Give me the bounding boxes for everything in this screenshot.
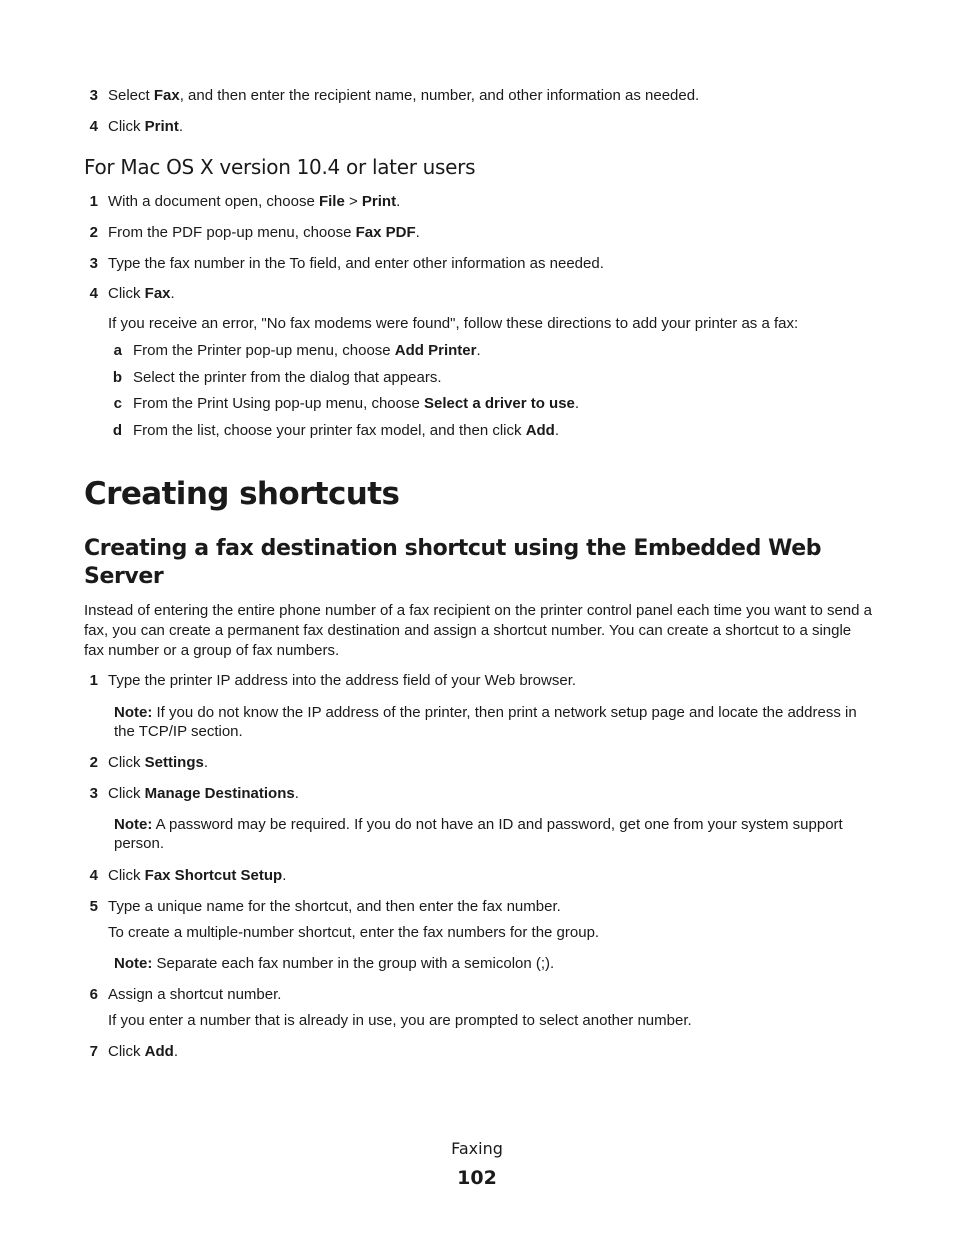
step-number: 6	[89, 986, 98, 1003]
mac-heading: For Mac OS X version 10.4 or later users	[84, 155, 476, 179]
note-block: Note: A password may be required. If you do not have an ID and password, get one from your system support person.	[114, 816, 843, 852]
step-number: 2	[89, 224, 98, 241]
step-number: 3	[89, 255, 98, 272]
substep-letter: d	[112, 422, 122, 439]
substep-letter: c	[113, 395, 122, 412]
note-block: Note: If you do not know the IP address of the printer, then print a network setup page and locate the address in the TCP/IP section.	[114, 704, 857, 740]
step-number: 4	[89, 118, 98, 135]
substep-letter: a	[113, 342, 122, 359]
step-text: Select Fax, and then enter the recipient name, number, and other information as needed.	[108, 87, 700, 104]
substep-text: From the Print Using pop-up menu, choose Select a driver to use.	[133, 395, 580, 412]
substep-text: From the Printer pop-up menu, choose Add Printer.	[133, 342, 481, 359]
footer-chapter: Faxing	[451, 1139, 503, 1158]
step-text: Type the fax number in the To field, and enter other information as needed.	[108, 255, 604, 272]
substep-text: From the list, choose your printer fax model, and then click Add.	[133, 422, 560, 439]
step-number: 4	[89, 285, 98, 302]
step-number: 1	[89, 672, 98, 689]
step-number: 7	[89, 1043, 98, 1060]
step-number: 3	[89, 785, 98, 802]
step-text: Click Fax Shortcut Setup.	[108, 867, 287, 884]
step-number: 1	[89, 193, 98, 210]
step-text: Click Add.	[108, 1043, 179, 1060]
intro-paragraph: Instead of entering the entire phone number of a fax recipient on the printer control panel each time you want to send a fax, you can create a permanent fax destination and assign a shortcut number. You can create a shortcut to a single fax number or a group of fax numbers.	[84, 602, 872, 659]
page-number: 102	[457, 1167, 497, 1189]
section-heading: Creating a fax destination shortcut using the Embedded Web Server	[84, 536, 822, 589]
substep-letter: b	[112, 369, 122, 386]
step-number: 4	[89, 867, 98, 884]
step-text: Type a unique name for the shortcut, and then enter the fax number.	[108, 898, 561, 915]
step-text: Click Manage Destinations.	[108, 785, 299, 802]
substep-text: Select the printer from the dialog that appears.	[133, 369, 442, 386]
step-text: With a document open, choose File > Print.	[108, 193, 401, 210]
step-number: 5	[89, 898, 98, 915]
step-number: 3	[89, 87, 98, 104]
step-text: Click Settings.	[108, 754, 209, 771]
step-text: Assign a shortcut number.	[108, 986, 282, 1003]
step-text: Type the printer IP address into the address field of your Web browser.	[108, 672, 577, 689]
step-text: From the PDF pop-up menu, choose Fax PDF.	[108, 224, 420, 241]
step-number: 2	[89, 754, 98, 771]
main-heading: Creating shortcuts	[84, 476, 400, 512]
step-text: Click Fax.	[108, 285, 175, 302]
step-text: Click Print.	[108, 118, 184, 135]
